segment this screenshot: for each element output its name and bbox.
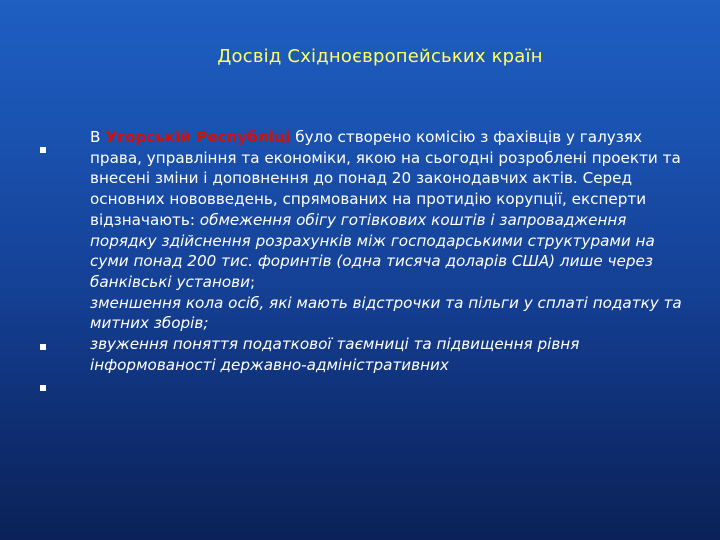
bullet-1-italic: обмеження обігу готівкових коштів і запровадження порядку здійснення розрахунків між господарськими структурами на суми понад 200 тис. форинтів (одна тисяча доларів США) лише через банківські установи [90, 210, 655, 291]
bullet-1-text: було створено комісію з фахівців у галузях права, управління та економіки, якою на сьогодні розроблені проекти та внесені зміни і доповнення до понад 20 законодавчих актів. Серед основних нововведень, спрямованих на протидію корупції, експерти відзначають: [90, 128, 681, 229]
bullet-marker-3 [40, 385, 46, 391]
bullet-1-suffix: ; [250, 272, 256, 291]
bullet-marker-1 [40, 147, 46, 153]
bullet-marker-2 [40, 344, 46, 350]
bullet-1-prefix: В [90, 128, 106, 146]
bullet-item-1 [90, 127, 690, 293]
slide-title: Досвід Східноєвропейських країн [217, 46, 543, 67]
bullet-list [90, 127, 690, 375]
bullet-item-3: звуження поняття податкової таємниці та підвищення рівня інформованості державно-адміністративних [90, 335, 580, 374]
bullet-item-2: зменшення кола осіб, які мають відстрочки та пільги у сплаті податку та митних зборів; [90, 293, 682, 333]
country-highlight: Угорській Республіці [105, 128, 291, 146]
